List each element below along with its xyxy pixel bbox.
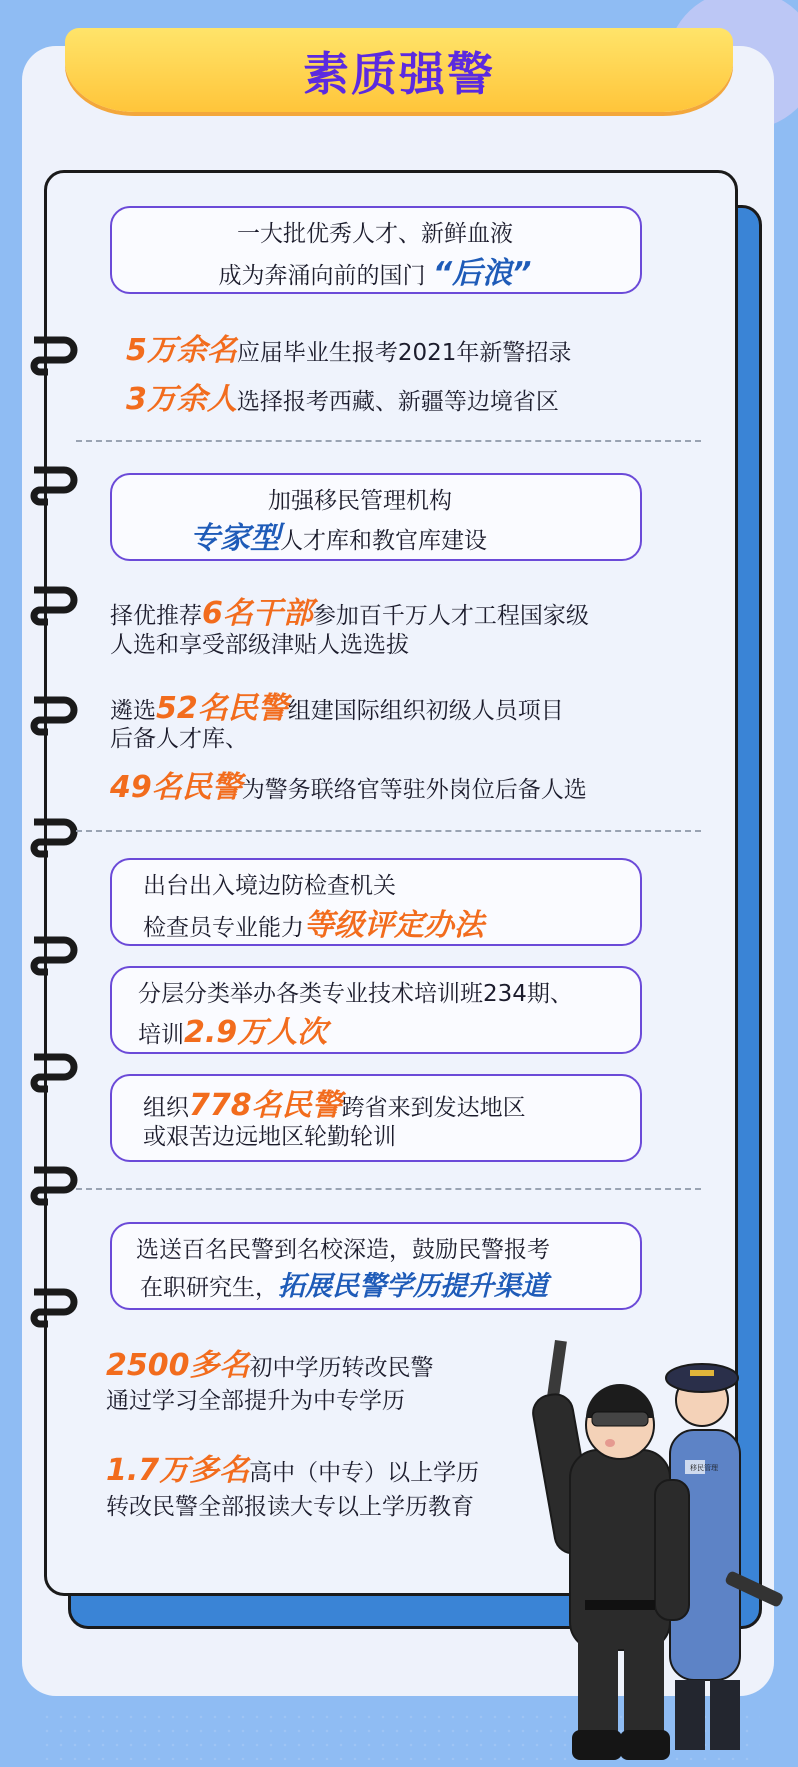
section3-box1-line2	[143, 900, 484, 944]
section1-quote: “后浪”	[432, 256, 532, 291]
section3-box2-highlight: 2.9万人次	[184, 1015, 328, 1050]
section4-para1	[106, 1340, 434, 1384]
section1-row2	[126, 374, 559, 418]
section3-box2-line2	[138, 1007, 327, 1051]
binder-ring-icon	[34, 340, 74, 372]
divider	[76, 1188, 701, 1190]
police-officers-illustration	[530, 1300, 790, 1767]
section3-box2-pre: 培训	[138, 1022, 184, 1048]
section4-box-line1: 选送百名民警到名校深造，鼓励民警报考	[136, 1237, 550, 1263]
binder-ring-icon	[34, 940, 74, 972]
badge-text: 移民管理	[690, 1464, 718, 1472]
divider	[76, 830, 701, 832]
binder-ring-icon	[34, 1292, 74, 1324]
section3-box1-highlight: 等级评定办法	[304, 908, 484, 943]
section3-box1-pre: 检查员专业能力	[143, 915, 304, 941]
section2-para2-post: 组建国际组织初级人员项目	[287, 698, 564, 724]
section4-para1-highlight: 2500多名	[106, 1348, 250, 1383]
section2-box-line2	[190, 513, 487, 557]
section2-para3	[110, 762, 587, 806]
section4-box-pre: 在职研究生，	[140, 1275, 278, 1301]
section2-para1-post: 参加百千万人才工程国家级	[312, 603, 589, 629]
section2-box-line1: 加强移民管理机构	[268, 488, 452, 514]
divider	[76, 440, 701, 442]
section4-para1-post: 初中学历转改民警	[249, 1355, 434, 1381]
section1-box-line2	[110, 248, 640, 292]
binder-ring-icon	[34, 1170, 74, 1202]
section3-box1-line1: 出台出入境边防检查机关	[143, 873, 396, 899]
section1-row2-text: 选择报考西藏、新疆等边境省区	[236, 389, 559, 415]
section2-para1-pre: 择优推荐	[110, 603, 202, 629]
section3-box3-pre: 组织	[143, 1095, 189, 1121]
section2-box-line2-text: 人才库和教官库建设	[280, 528, 487, 554]
section2-box-highlight: 专家型	[190, 521, 280, 556]
section3-box3-post: 跨省来到发达地区	[341, 1095, 526, 1121]
binder-rings	[22, 330, 82, 1480]
section2-para2-highlight: 52名民警	[156, 691, 288, 726]
section4-para2-post: 高中（中专）以上学历	[249, 1460, 480, 1486]
section4-para2-highlight: 1.7万多名	[106, 1453, 250, 1488]
section2-para1-line2: 人选和享受部级津贴人选选拔	[110, 632, 409, 658]
section3-box3-line2: 或艰苦边远地区轮勤轮训	[143, 1124, 396, 1150]
section2-para2-pre: 遴选	[110, 698, 156, 724]
section2-para2-line2: 后备人才库、	[110, 726, 248, 752]
section4-box-highlight: 拓展民警学历提升渠道	[278, 1271, 548, 1302]
section1-row1	[126, 325, 571, 369]
section1-row1-highlight: 5万余名	[126, 333, 237, 368]
section3-box2-line1: 分层分类举办各类专业技术培训班234期、	[138, 981, 573, 1007]
section3-box3-highlight: 778名民警	[189, 1088, 342, 1123]
section4-para1-line2: 通过学习全部提升为中专学历	[106, 1388, 405, 1414]
binder-ring-icon	[34, 822, 74, 854]
section4-box-line2	[140, 1264, 548, 1303]
section2-para1-highlight: 6名干部	[202, 596, 313, 631]
section1-box-line2-text: 成为奔涌向前的国门	[218, 263, 426, 289]
section1-box-line1: 一大批优秀人才、新鲜血液	[237, 221, 513, 247]
section4-para2-line2: 转改民警全部报读大专以上学历教育	[106, 1494, 474, 1520]
section1-row2-highlight: 3万余人	[126, 382, 237, 417]
officer-black-icon	[530, 1340, 689, 1760]
binder-ring-icon	[34, 470, 74, 502]
binder-ring-icon	[34, 700, 74, 732]
binder-ring-icon	[34, 590, 74, 622]
section1-row1-text: 应届毕业生报考2021年新警招录	[236, 340, 572, 366]
binder-ring-icon	[34, 1057, 74, 1089]
page-title: 素质强警	[303, 47, 495, 101]
section2-para3-post: 为警务联络官等驻外岗位后备人选	[241, 777, 587, 803]
section2-para3-highlight: 49名民警	[110, 770, 242, 805]
section4-para2	[106, 1445, 479, 1489]
